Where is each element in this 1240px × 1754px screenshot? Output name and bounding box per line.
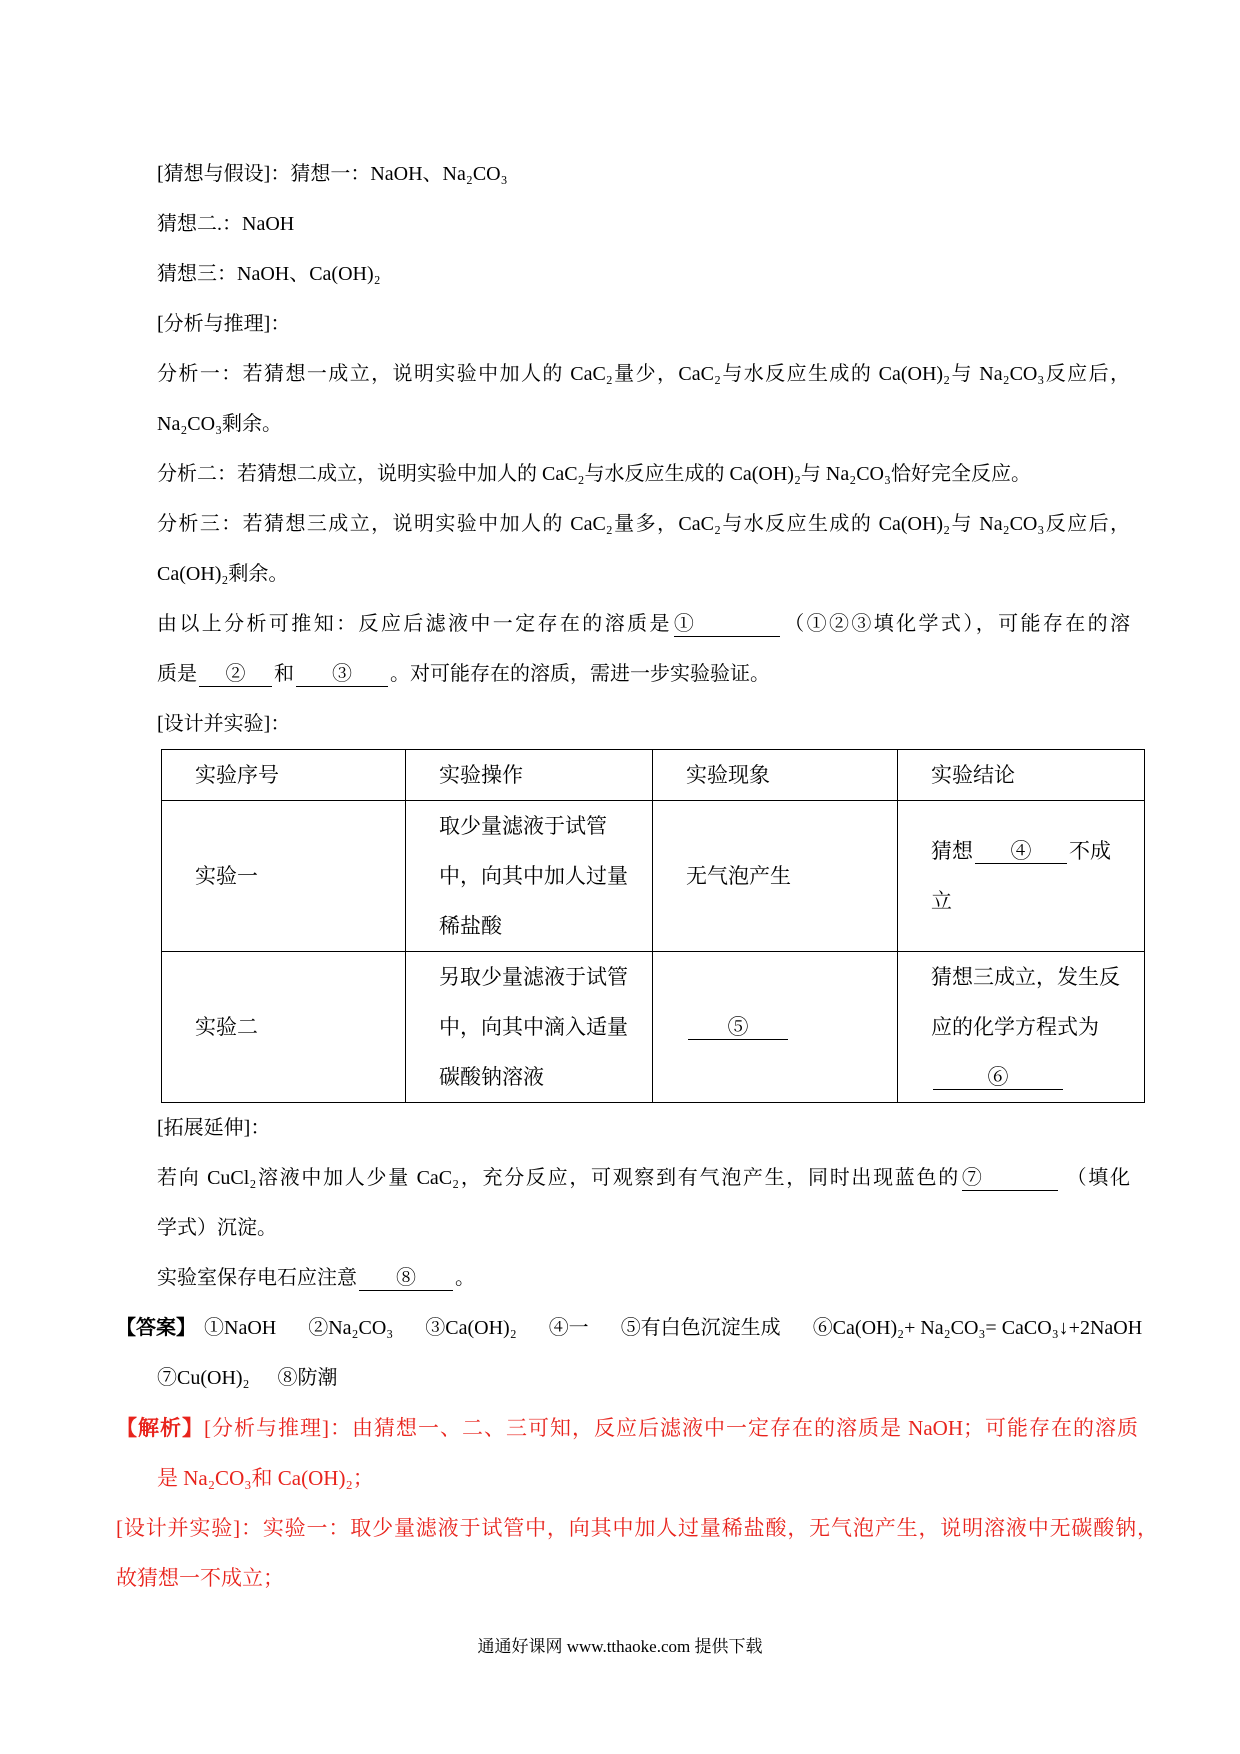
extension-q1-text-1: 若向 CuCl₂溶液中加人少量 CaC₂，充分反应，可观察到有气泡产生，同时出现蓝色的 [157, 1167, 960, 1189]
conclusion-line [931, 826, 1144, 876]
hypothesis-2: 猜想二.：NaOH [157, 213, 295, 235]
analysis-1-line-1 [157, 349, 1130, 399]
operation-line: 另取少量滤液于试管 [439, 965, 628, 989]
table-row [162, 801, 1145, 952]
conclusion-line: 应的化学方程式为 [931, 1015, 1099, 1039]
extension-q1-line-2 [157, 1203, 1167, 1253]
header-operation: 实验操作 [439, 763, 523, 787]
operation-line: 中，向其中滴入适量 [439, 1015, 628, 1039]
conclusion-line: 猜想三成立，发生反 [931, 965, 1120, 989]
analysis-3-line-2 [157, 549, 1167, 599]
blank-1: ① [674, 612, 780, 637]
experiment-table [161, 749, 1145, 1103]
conclusion-cell [898, 801, 1145, 952]
hypothesis-line-1 [157, 149, 1167, 199]
blank-2: ② [199, 662, 272, 687]
answer-item: ①NaOH [204, 1317, 277, 1339]
analysis-2-text-1: 分析二：若猜想二成立，说明实验中加人的 CaC₂与水反应生成的 Ca(OH)₂与 Na₂CO₃恰好完全反应。 [157, 463, 1031, 485]
phenomenon-line [686, 1002, 897, 1052]
operation-line: 稀盐酸 [439, 914, 502, 938]
analysis-3-line-1 [157, 499, 1130, 549]
operation-line: 中，向其中加人过量 [439, 864, 628, 888]
conclusion-text-before: 猜想 [931, 839, 973, 863]
inference-text-4: 和 [274, 663, 294, 685]
conclusion-line: 立 [931, 889, 952, 913]
inference-line-1 [157, 599, 1130, 649]
page-footer: 通通好课网 www.tthaoke.com 提供下载 [477, 1637, 763, 1656]
operation-line: 取少量滤液于试管 [439, 814, 607, 838]
phenomenon-text: 无气泡产生 [686, 864, 791, 888]
operation-line: 碳酸钠溶液 [439, 1065, 544, 1089]
extension-q1-text-3: 学式）沉淀。 [157, 1217, 277, 1239]
header-id: 实验序号 [195, 763, 279, 787]
answer-item: ⑥Ca(OH)₂+ Na₂CO₃= CaCO₃↓+2NaOH [812, 1317, 1143, 1339]
hypothesis-line-2 [157, 199, 1167, 249]
analysis-2-line-1 [157, 449, 1167, 499]
analysis-3-text-2: Ca(OH)₂剩余。 [157, 563, 289, 585]
explanation-text-2: 是 Na₂CO₃和 Ca(OH)₂； [157, 1466, 374, 1490]
analysis-1-text-2: Na₂CO₃剩余。 [157, 413, 283, 435]
explanation-line-3 [116, 1503, 1158, 1553]
explanation-text-3: [设计并实验]：实验一：取少量滤液于试管中，向其中加人过量稀盐酸，无气泡产生，说明溶液中无碳酸钠， [116, 1516, 1158, 1540]
extension-q2-line [157, 1253, 1167, 1303]
answer-line-1 [116, 1303, 1167, 1353]
inference-text-5: 。对可能存在的溶质，需进一步实验验证。 [390, 663, 770, 685]
analysis-heading-text: [分析与推理]： [157, 313, 291, 335]
explanation-text-4: 故猜想一不成立； [116, 1566, 284, 1590]
header-phenomenon: 实验现象 [686, 763, 770, 787]
hypothesis-heading: [猜想与假设]： [157, 163, 291, 185]
extension-q1-line-1 [157, 1153, 1130, 1203]
explanation-text-1: [分析与推理]：由猜想一、二、三可知，反应后滤液中一定存在的溶质是 NaOH；可能存在的溶质 [204, 1416, 1138, 1440]
conclusion-text-after: 不成 [1069, 839, 1111, 863]
experiment-id-cell [162, 952, 406, 1103]
blank-4: ④ [975, 839, 1067, 864]
phenomenon-cell [653, 952, 898, 1103]
hypothesis-line-3 [157, 249, 1167, 299]
conclusion-line [931, 1052, 1144, 1102]
blank-7: ⑦ [962, 1166, 1058, 1191]
answer-item: ③Ca(OH)₂ [425, 1317, 517, 1339]
header-cell-phenomenon [653, 750, 898, 801]
operation-cell [406, 952, 653, 1103]
hypothesis-1: 猜想一：NaOH、Na₂CO₃ [290, 163, 508, 185]
explanation-line-4 [116, 1553, 1167, 1603]
inference-text-1: 由以上分析可推知：反应后滤液中一定存在的溶质是 [157, 613, 672, 635]
analysis-heading [157, 299, 1167, 349]
phenomenon-cell [653, 801, 898, 952]
answer-item: ⑧防潮 [277, 1367, 338, 1389]
experiment-id: 实验一 [195, 864, 258, 888]
experiment-heading-text: [设计并实验]： [157, 713, 291, 735]
header-cell-id [162, 750, 406, 801]
extension-q2-text-2: 。 [455, 1267, 475, 1289]
blank-3: ③ [296, 662, 388, 687]
table-row [162, 952, 1145, 1103]
answer-item: ④一 [548, 1317, 589, 1339]
header-cell-conclusion [898, 750, 1145, 801]
explanation-line-2 [157, 1453, 1167, 1503]
table-header-row [162, 750, 1145, 801]
inference-line-2 [157, 649, 1167, 699]
inference-text-2: （①②③填化学式），可能存在的溶 [781, 613, 1131, 635]
operation-cell [406, 801, 653, 952]
header-cell-operation [406, 750, 653, 801]
analysis-1-text-1: 分析一：若猜想一成立，说明实验中加人的 CaC₂量少，CaC₂与水反应生成的 Ca(OH)₂与 Na₂CO₃反应后， [157, 363, 1130, 385]
extension-heading [157, 1103, 1167, 1153]
answer-line-2 [157, 1353, 1167, 1403]
answer-item: ⑤有白色沉淀生成 [620, 1317, 781, 1339]
answer-item: ②Na₂CO₃ [308, 1317, 394, 1339]
blank-5: ⑤ [688, 1015, 788, 1040]
experiment-id-cell [162, 801, 406, 952]
experiment-id: 实验二 [195, 1015, 258, 1039]
answer-item: ⑦Cu(OH)₂ [157, 1367, 250, 1389]
experiment-heading [157, 699, 1167, 749]
blank-8: ⑧ [359, 1266, 453, 1291]
blank-6: ⑥ [933, 1065, 1063, 1090]
header-conclusion: 实验结论 [931, 763, 1015, 787]
extension-q2-text-1: 实验室保存电石应注意 [157, 1267, 357, 1289]
hypothesis-3: 猜想三：NaOH、Ca(OH)₂ [157, 263, 381, 285]
explanation-label: 【解析】 [116, 1416, 204, 1440]
extension-heading-text: [拓展延伸]： [157, 1117, 271, 1139]
analysis-1-line-2 [157, 399, 1167, 449]
conclusion-cell [898, 952, 1145, 1103]
answer-label: 【答案】 [116, 1317, 196, 1339]
analysis-3-text-1: 分析三：若猜想三成立，说明实验中加人的 CaC₂量多，CaC₂与水反应生成的 Ca(OH)₂与 Na₂CO₃反应后， [157, 513, 1130, 535]
inference-text-3: 质是 [157, 663, 197, 685]
extension-q1-text-2: （填化 [1059, 1167, 1131, 1189]
document-content [116, 149, 1167, 1603]
explanation-line-1 [116, 1403, 1138, 1453]
